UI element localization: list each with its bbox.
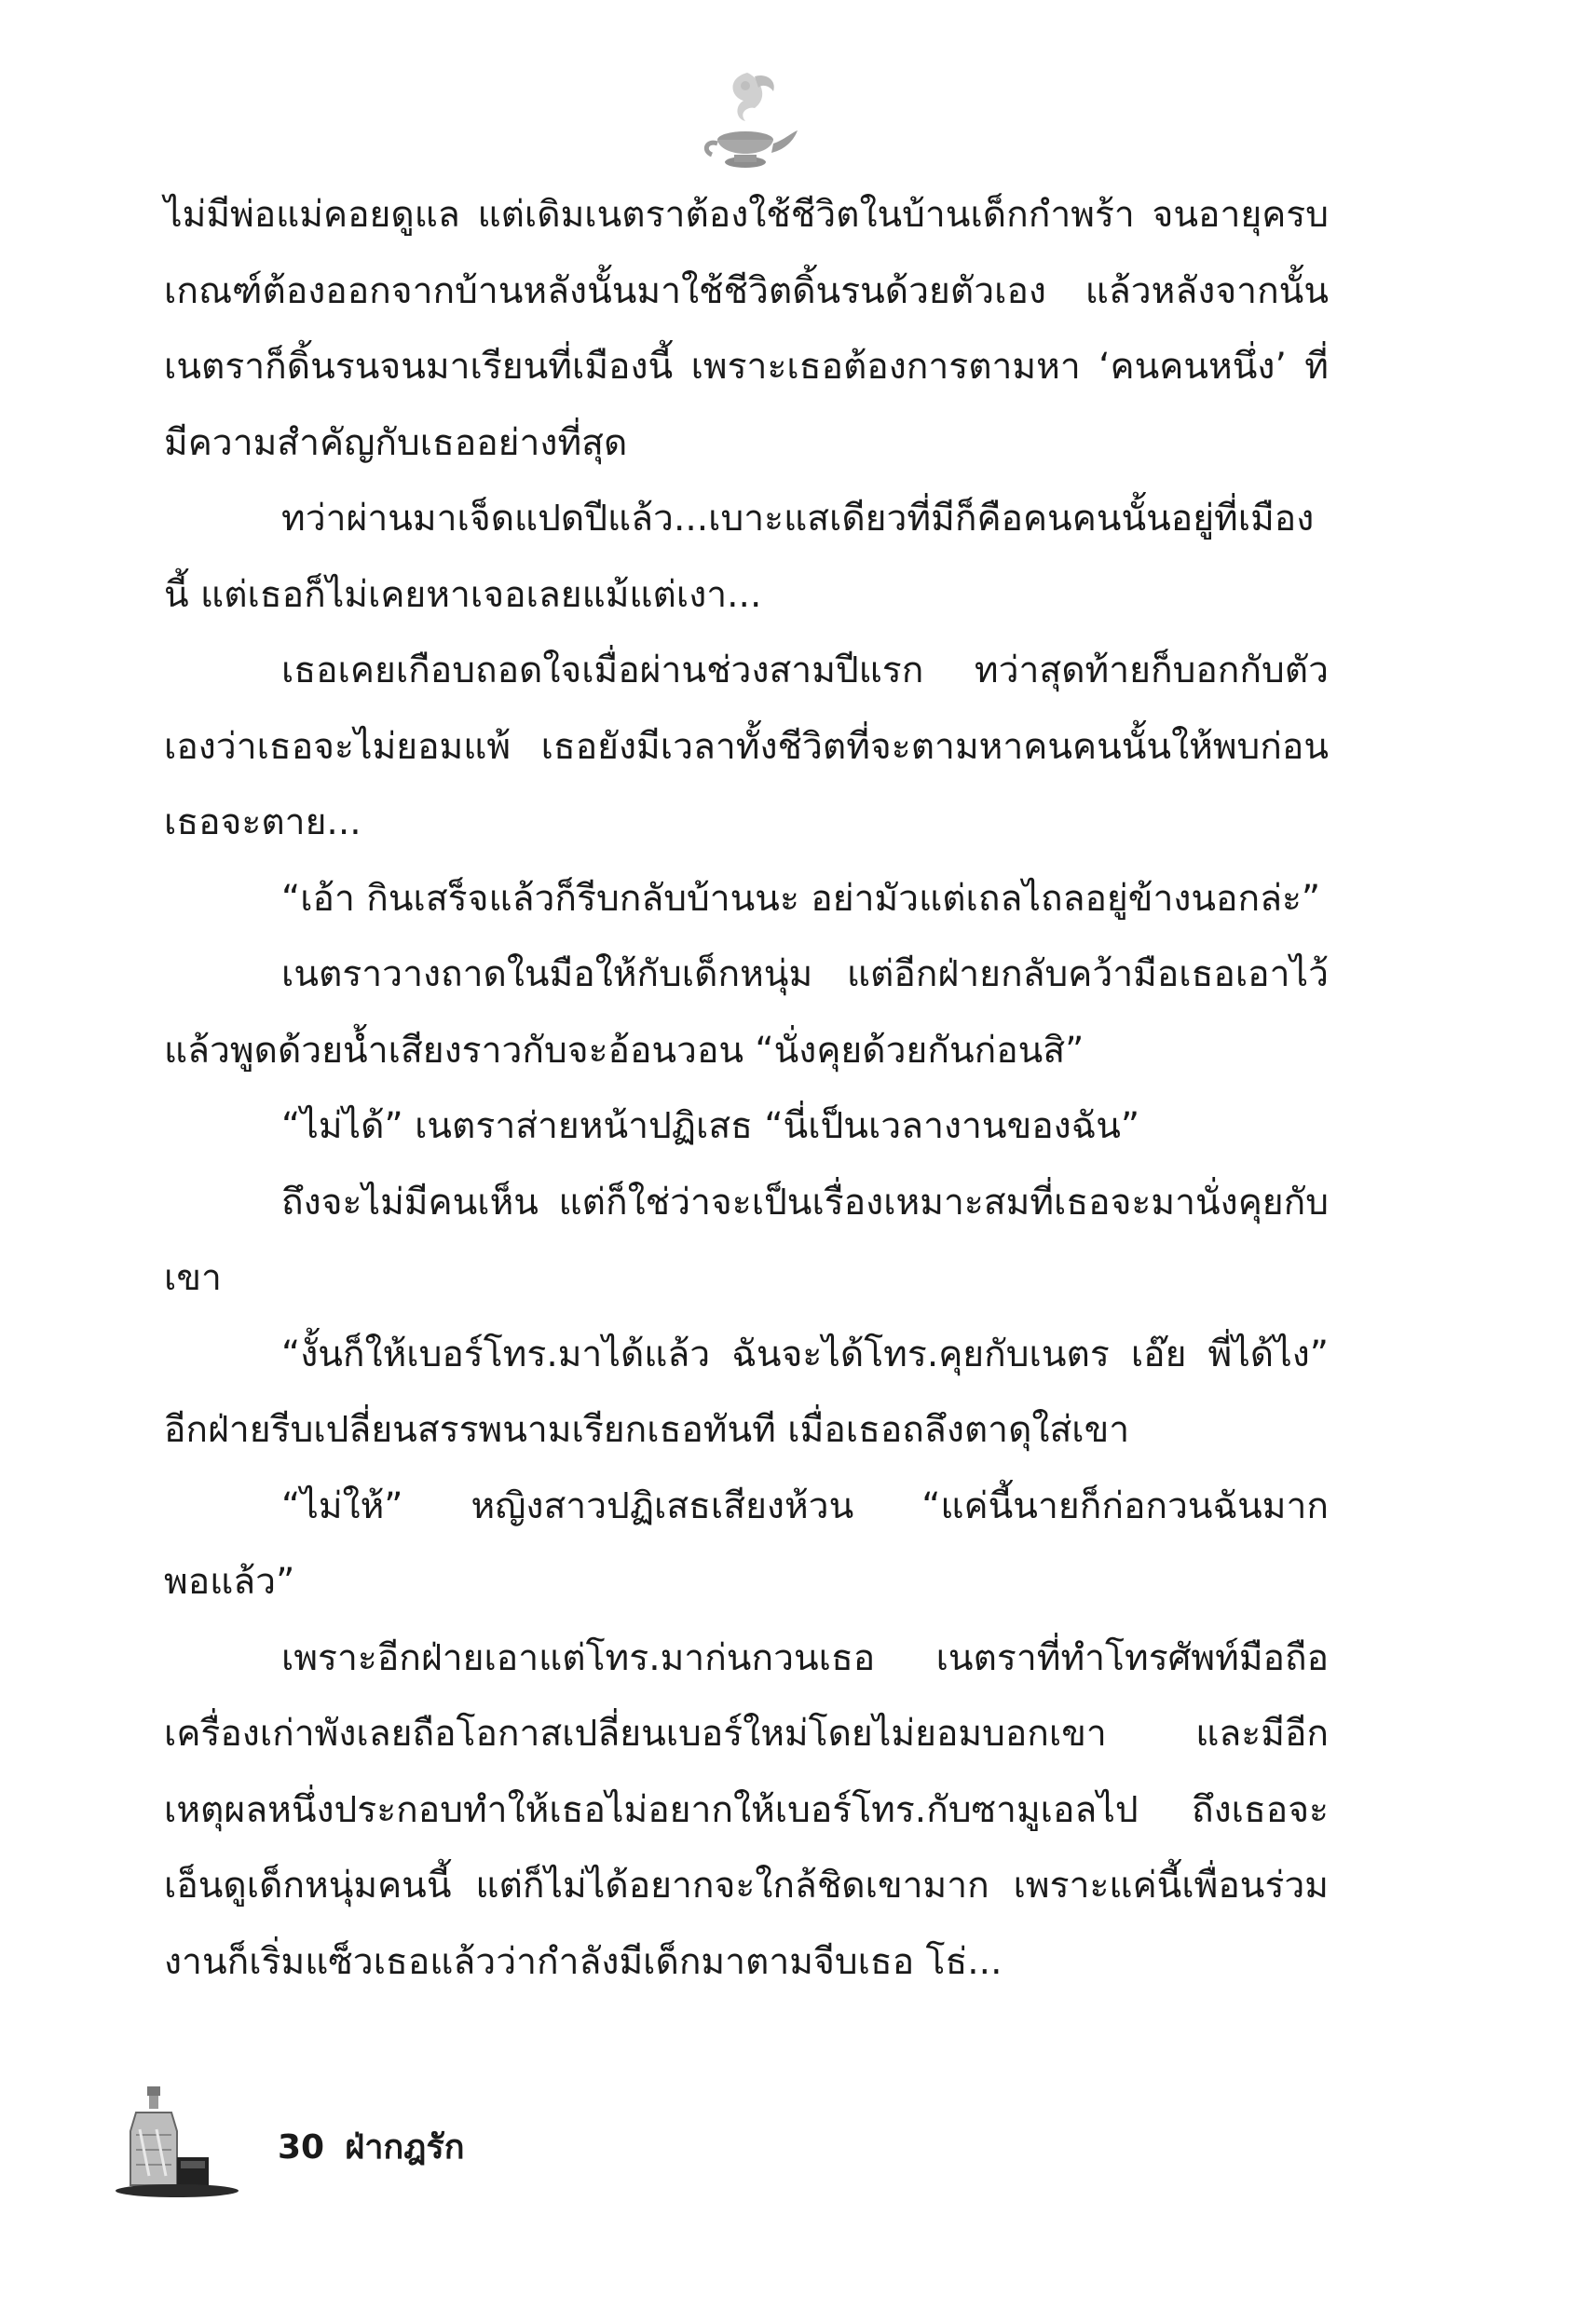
paragraph: เนตราวางถาดในมือให้กับเด็กหนุ่ม แต่อีกฝ่ายกลับคว้ามือเธอเอาไว้แล้วพูดด้วยน้ำเสียงราวกับจะอ้อนวอน “นั่งคุยด้วยกันก่อนสิ” (164, 953, 1329, 1072)
genie-lamp-icon (689, 65, 801, 186)
page-number: 30 (278, 2128, 325, 2167)
book-title: ฝ่ากฎรัก (345, 2128, 465, 2167)
paragraph: “งั้นก็ให้เบอร์โทร.มาได้แล้ว ฉันจะได้โทร.คุยกับเนตร เอ๊ย พี่ได้ไง” อีกฝ่ายรีบเปลี่ยนสรรพนามเรียกเธอทันที เมื่อเธอถลึงตาดุใส่เขา (164, 1333, 1329, 1451)
paragraph: ถึงจะไม่มีคนเห็น แต่ก็ใช่ว่าจะเป็นเรื่องเหมาะสมที่เธอจะมานั่งคุยกับเขา (164, 1181, 1329, 1299)
paragraph: ทว่าผ่านมาเจ็ดแปดปีแล้ว...เบาะแสเดียวที่มีก็คือคนคนนั้นอยู่ที่เมืองนี้ แต่เธอก็ไม่เคยหาเจอเลยแม้แต่เงา... (164, 498, 1315, 616)
decanter-glass-icon (112, 2083, 252, 2204)
paragraph: “ไม่ให้” หญิงสาวปฏิเสธเสียงห้วน “แค่นี้นายก็ก่อกวนฉันมากพอแล้ว” (164, 1484, 1329, 1603)
paragraph: เธอเคยเกือบถอดใจเมื่อผ่านช่วงสามปีแรก ทว่าสุดท้ายก็บอกกับตัวเองว่าเธอจะไม่ยอมแพ้ เธอยังมีเวลาทั้งชีวิตที่จะตามหาคนคนนั้นให้พบก่อนเธอจะตาย... (164, 650, 1329, 843)
body-text (164, 177, 1329, 2000)
page-footer (278, 2125, 485, 2171)
paragraph: ไม่มีพ่อแม่คอยดูแล แต่เดิมเนตราต้องใช้ชีวิตในบ้านเด็กกำพร้า จนอายุครบเกณฑ์ต้องออกจากบ้านหลังนั้นมาใช้ชีวิตดิ้นรนด้วยตัวเอง แล้วหลังจากนั้นเนตราก็ดิ้นรนจนมาเรียนที่เมืองนี้ เพราะเธอต้องการตามหา ‘คนคนหนึ่ง’ ที่มีความสำคัญกับเธออย่างที่สุด (164, 194, 1329, 464)
paragraph: เพราะอีกฝ่ายเอาแต่โทร.มาก่นกวนเธอ เนตราที่ทำโทรศัพท์มือถือเครื่องเก่าพังเลยถือโอกาสเปลี่ยนเบอร์ใหม่โดยไม่ยอมบอกเขา และมีอีกเหตุผลหนึ่งประกอบทำให้เธอไม่อยากให้เบอร์โทร.กับซามูเอลไป ถึงเธอจะเอ็นดูเด็กหนุ่มคนนี้ แต่ก็ไม่ได้อยากจะใกล้ชิดเขามาก เพราะแค่นี้เพื่อนร่วมงานก็เริ่มแซ็วเธอแล้วว่ากำลังมีเด็กมาตามจีบเธอ โธ่... (164, 1636, 1329, 1983)
paragraph: “ไม่ได้” เนตราส่ายหน้าปฏิเสธ “นี่เป็นเวลางานของฉัน” (281, 1105, 1140, 1147)
paragraph: “เอ้า กินเสร็จแล้วก็รีบกลับบ้านนะ อย่ามัวแต่เถลไถลอยู่ข้างนอกล่ะ” (281, 877, 1321, 920)
